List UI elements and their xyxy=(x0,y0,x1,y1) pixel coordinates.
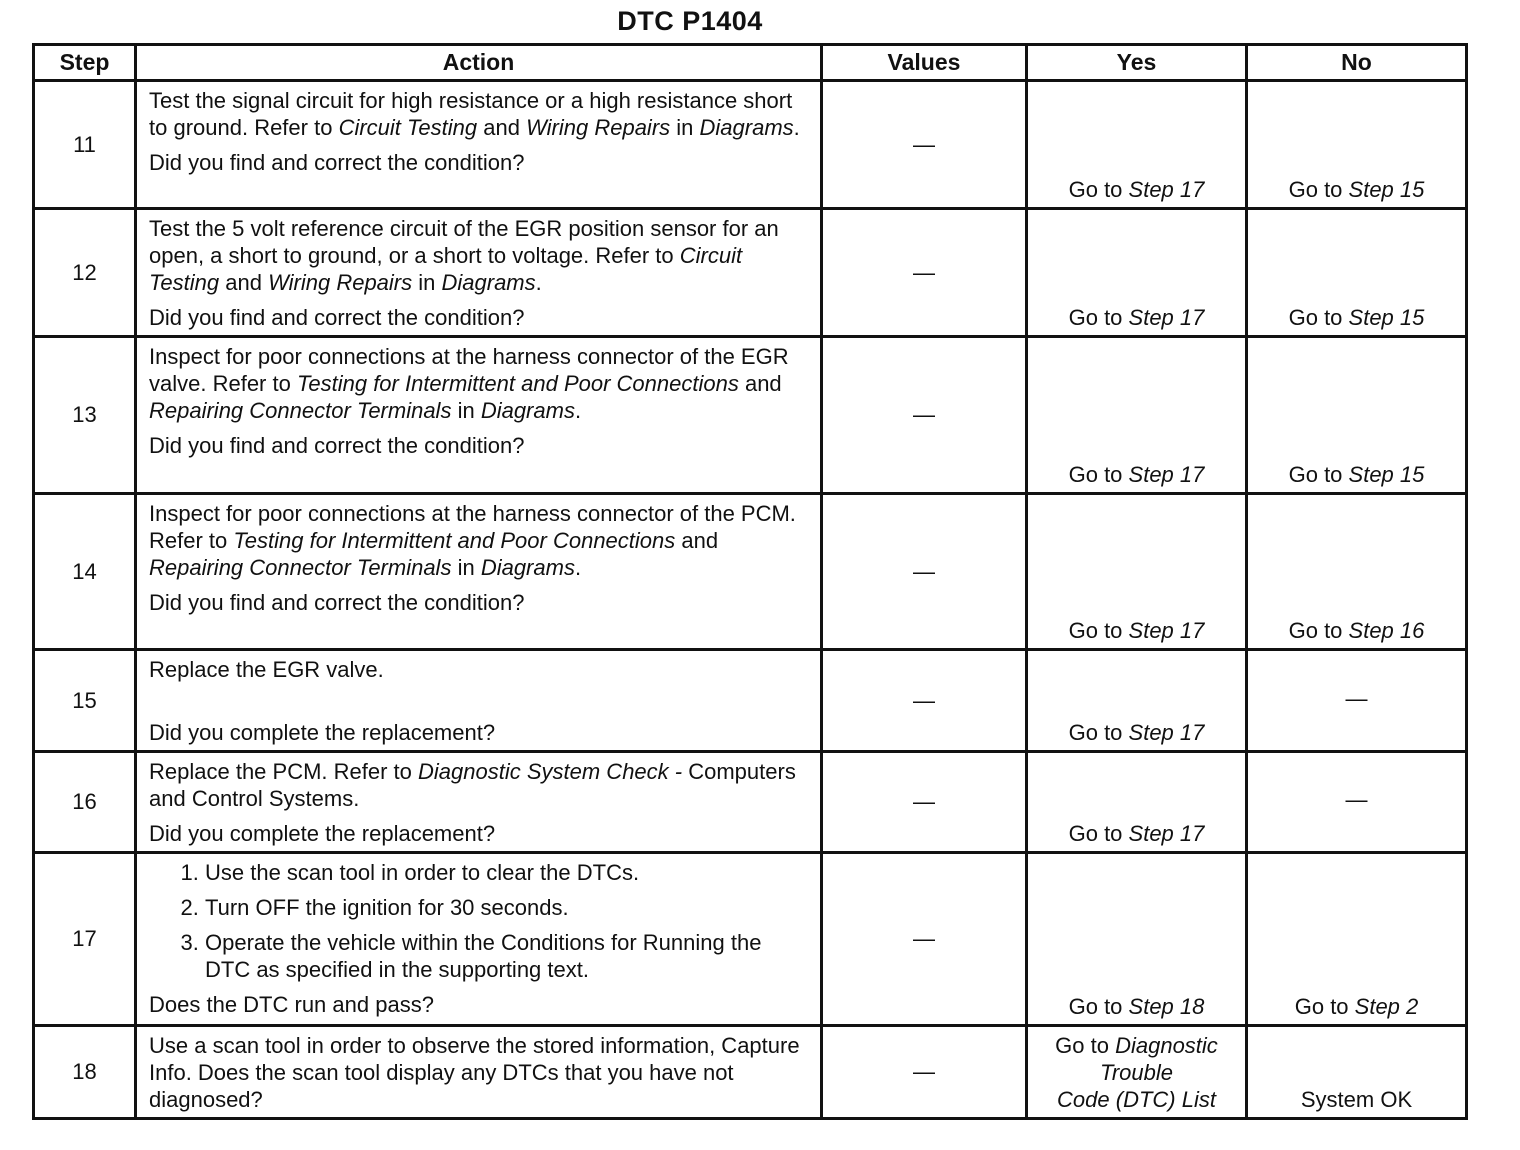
no-cell: — xyxy=(1247,752,1467,853)
list-item: 3. Operate the vehicle within the Conditions for Running the DTC as specified in the supporting text. xyxy=(205,929,810,983)
action-cell xyxy=(136,1026,822,1119)
action-question: Did you complete the replacement? xyxy=(149,821,496,846)
values-cell: — xyxy=(822,81,1027,209)
action-cell xyxy=(136,752,822,853)
step-number: 13 xyxy=(34,337,136,494)
no-cell: Go to Step 2 xyxy=(1247,853,1467,1026)
action-cell xyxy=(136,853,822,1026)
action-question: Did you find and correct the condition? xyxy=(149,590,525,615)
no-cell: Go to Step 15 xyxy=(1247,81,1467,209)
no-cell: Go to Step 16 xyxy=(1247,494,1467,650)
yes-cell: Go to Step 17 xyxy=(1027,752,1247,853)
action-cell xyxy=(136,337,822,494)
table-row xyxy=(34,650,1467,752)
action-question: Did you find and correct the condition? xyxy=(149,433,525,458)
header-row xyxy=(34,45,1467,81)
values-cell: — xyxy=(822,752,1027,853)
step-number: 15 xyxy=(34,650,136,752)
yes-cell: Go to Diagnostic Trouble Code (DTC) List xyxy=(1027,1026,1247,1119)
list-item: 2. Turn OFF the ignition for 30 seconds. xyxy=(205,894,810,921)
dtc-table xyxy=(32,43,1468,1120)
action-question: Did you find and correct the condition? xyxy=(149,150,525,175)
step-number: 14 xyxy=(34,494,136,650)
step-number: 18 xyxy=(34,1026,136,1119)
yes-cell: Go to Step 17 xyxy=(1027,494,1247,650)
table-row xyxy=(34,494,1467,650)
yes-cell: Go to Step 17 xyxy=(1027,337,1247,494)
header-values: Values xyxy=(822,45,1027,81)
table-row xyxy=(34,209,1467,337)
table-row xyxy=(34,337,1467,494)
step-number: 17 xyxy=(34,853,136,1026)
step-number: 11 xyxy=(34,81,136,209)
action-cell xyxy=(136,494,822,650)
values-cell: — xyxy=(822,337,1027,494)
header-action: Action xyxy=(136,45,822,81)
action-description: Test the signal circuit for high resistance or a high resistance short to ground. Refer to Circuit Testing and Wiring Repairs in Diagrams. xyxy=(149,88,800,140)
no-cell: Go to Step 15 xyxy=(1247,337,1467,494)
page-title: DTC P1404 xyxy=(617,6,763,36)
values-cell: — xyxy=(822,494,1027,650)
action-description: Test the 5 volt reference circuit of the EGR position sensor for an open, a short to ground, or a short to voltage. Refer to Circuit Testing and Wiring Repairs in Diagrams. xyxy=(149,216,779,295)
action-question: Did you complete the replacement? xyxy=(149,720,496,745)
table-row xyxy=(34,752,1467,853)
values-cell: — xyxy=(822,1026,1027,1119)
values-cell: — xyxy=(822,209,1027,337)
action-cell xyxy=(136,81,822,209)
action-description: Replace the EGR valve. xyxy=(149,657,384,682)
action-steps-list xyxy=(149,859,810,983)
action-description: Inspect for poor connections at the harness connector of the EGR valve. Refer to Testing for Intermittent and Poor Connections and Repairing Connector Terminals in Diagrams. xyxy=(149,344,789,423)
table-row xyxy=(34,81,1467,209)
yes-cell: Go to Step 17 xyxy=(1027,650,1247,752)
no-cell: System OK xyxy=(1247,1026,1467,1119)
action-cell xyxy=(136,650,822,752)
yes-cell: Go to Step 18 xyxy=(1027,853,1247,1026)
action-question: Did you find and correct the condition? xyxy=(149,305,525,330)
action-description: Replace the PCM. Refer to Diagnostic System Check - Computers and Control Systems. xyxy=(149,759,796,811)
table-row xyxy=(34,853,1467,1026)
table-row xyxy=(34,1026,1467,1119)
no-cell: — xyxy=(1247,650,1467,752)
values-cell: — xyxy=(822,853,1027,1026)
values-cell: — xyxy=(822,650,1027,752)
action-description: Inspect for poor connections at the harness connector of the PCM. Refer to Testing for Intermittent and Poor Connections and Repairing Connector Terminals in Diagrams. xyxy=(149,501,796,580)
action-description: Use a scan tool in order to observe the stored information, Capture Info. Does the scan tool display any DTCs that you have not diagnosed? xyxy=(149,1033,800,1112)
step-number: 12 xyxy=(34,209,136,337)
yes-cell: Go to Step 17 xyxy=(1027,81,1247,209)
header-step: Step xyxy=(34,45,136,81)
header-no: No xyxy=(1247,45,1467,81)
action-cell xyxy=(136,209,822,337)
step-number: 16 xyxy=(34,752,136,853)
action-question: Does the DTC run and pass? xyxy=(149,992,434,1017)
yes-cell: Go to Step 17 xyxy=(1027,209,1247,337)
no-cell: Go to Step 15 xyxy=(1247,209,1467,337)
header-yes: Yes xyxy=(1027,45,1247,81)
list-item: 1. Use the scan tool in order to clear the DTCs. xyxy=(205,859,810,886)
